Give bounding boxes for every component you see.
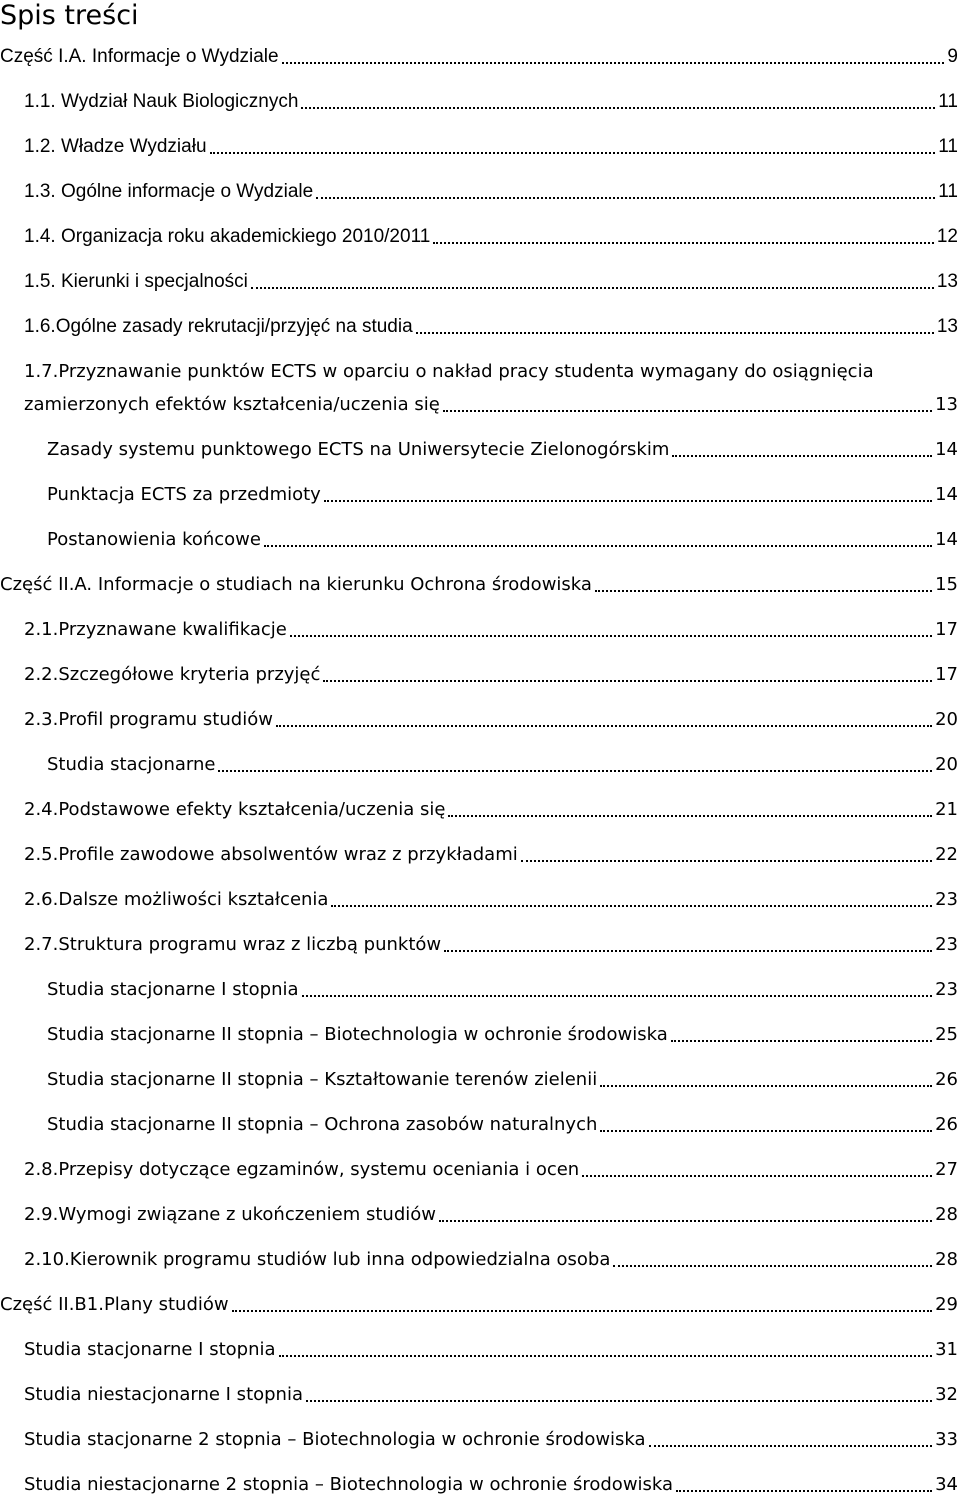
toc-entry-text: Studia stacjonarne 2 stopnia – Biotechnologia w ochronie środowiska — [24, 1429, 646, 1450]
dot-leader — [290, 634, 932, 637]
toc-page-number: 32 — [935, 1384, 958, 1405]
toc-entry-text: 2.1.Przyznawane kwalifikacje — [24, 619, 287, 640]
toc-entry[interactable] — [24, 1468, 958, 1498]
toc-page-number: 11 — [938, 181, 958, 202]
toc-page-number: 14 — [935, 529, 958, 550]
toc-entry-text: 1.2. Władze Wydziału — [24, 136, 207, 157]
toc-page-number: 29 — [935, 1294, 958, 1315]
toc-entry-text: Część II.B1.Plany studiów — [0, 1294, 229, 1315]
toc-entry-text: Studia stacjonarne II stopnia – Ochrona zasobów naturalnych — [47, 1114, 598, 1135]
toc-entry[interactable] — [24, 85, 958, 115]
dot-leader — [582, 1174, 932, 1177]
toc-page-number: 11 — [938, 136, 958, 157]
toc-entry[interactable] — [24, 1153, 958, 1183]
dot-leader — [264, 544, 932, 547]
toc-entry[interactable] — [24, 883, 958, 913]
toc-entry-text: Studia stacjonarne — [47, 754, 216, 775]
toc-entry[interactable] — [24, 838, 958, 868]
toc-page-number: 31 — [935, 1339, 958, 1360]
toc-entry-text: 1.5. Kierunki i specjalności — [24, 271, 248, 292]
toc-page-number: 20 — [935, 754, 958, 775]
dot-leader — [276, 724, 932, 727]
toc-entry[interactable] — [24, 658, 958, 688]
dot-leader — [595, 589, 932, 592]
toc-entry[interactable] — [47, 523, 958, 553]
dot-leader — [671, 1039, 932, 1042]
toc-page-number: 22 — [935, 844, 958, 865]
toc-entry[interactable] — [24, 793, 958, 823]
dot-leader — [676, 1489, 932, 1492]
toc-page-number: 34 — [935, 1474, 958, 1495]
toc-page-number: 20 — [935, 709, 958, 730]
toc-page-number: 28 — [935, 1204, 958, 1225]
toc-entry[interactable] — [24, 1378, 958, 1408]
toc-entry-text: zamierzonych efektów kształcenia/uczenia się — [24, 394, 440, 415]
dot-leader — [443, 409, 932, 412]
toc-entry[interactable] — [47, 1018, 958, 1048]
dot-leader — [302, 994, 933, 997]
toc-entry-text: 2.7.Struktura programu wraz z liczbą punktów — [24, 934, 442, 955]
dot-leader — [324, 499, 932, 502]
dot-leader — [439, 1219, 932, 1222]
toc-entry[interactable] — [24, 1333, 958, 1363]
toc-page-number: 13 — [936, 271, 958, 292]
toc-page-number: 27 — [935, 1159, 958, 1180]
toc-page-number: 9 — [947, 46, 958, 67]
toc-page-number: 23 — [935, 934, 958, 955]
toc-entry[interactable] — [24, 928, 958, 958]
toc-entry[interactable] — [24, 265, 958, 295]
dot-leader — [232, 1309, 932, 1312]
toc-entry[interactable] — [24, 310, 958, 340]
toc-page-number: 25 — [935, 1024, 958, 1045]
toc-entry-text: 2.8.Przepisy dotyczące egzaminów, systemu oceniania i ocen — [24, 1159, 580, 1180]
toc-page-number: 23 — [935, 889, 958, 910]
toc-entry-text: Studia stacjonarne II stopnia – Biotechnologia w ochronie środowiska — [47, 1024, 668, 1045]
dot-leader — [210, 151, 936, 154]
toc-entry-text: Studia stacjonarne I stopnia — [47, 979, 299, 1000]
dot-leader — [282, 61, 945, 64]
toc-entry-text: 1.3. Ogólne informacje o Wydziale — [24, 181, 314, 202]
dot-leader — [448, 814, 932, 817]
toc-entry[interactable] — [47, 1063, 958, 1093]
toc-entry[interactable] — [24, 175, 958, 205]
dot-leader — [433, 241, 934, 244]
toc-page-number: 26 — [935, 1069, 958, 1090]
toc-entry-text: Część I.A. Informacje o Wydziale — [0, 46, 279, 67]
toc-page-number: 26 — [935, 1114, 958, 1135]
dot-leader — [331, 904, 932, 907]
toc-entry-text: 1.1. Wydział Nauk Biologicznych — [24, 91, 299, 112]
toc-entry[interactable] — [24, 613, 958, 643]
dot-leader — [613, 1264, 932, 1267]
toc-entry[interactable] — [24, 1423, 958, 1453]
toc-page-number: 14 — [935, 439, 958, 460]
toc-entry[interactable] — [24, 130, 958, 160]
toc-page-number: 17 — [935, 664, 958, 685]
toc-entry-text: 2.9.Wymogi związane z ukończeniem studiów — [24, 1204, 437, 1225]
toc-entry[interactable] — [47, 973, 958, 1003]
toc-entry-text: 2.4.Podstawowe efekty kształcenia/uczenia się — [24, 799, 446, 820]
toc-entry-text: Część II.A. Informacje o studiach na kierunku Ochrona środowiska — [0, 574, 592, 595]
dot-leader — [218, 769, 932, 772]
dot-leader — [444, 949, 932, 952]
toc-entry[interactable] — [0, 568, 958, 598]
toc-entry-text: 2.6.Dalsze możliwości kształcenia — [24, 889, 329, 910]
toc-entry-text: 2.10.Kierownik programu studiów lub inna odpowiedzialna osoba — [24, 1249, 611, 1270]
toc-title: Spis treści — [0, 0, 139, 31]
toc-entry-text: Postanowienia końcowe — [47, 529, 261, 550]
toc-entry[interactable] — [47, 478, 958, 508]
toc-entry-text: Zasady systemu punktowego ECTS na Uniwersytecie Zielonogórskim — [47, 439, 670, 460]
toc-entry-text: 2.2.Szczegółowe kryteria przyjęć — [24, 664, 321, 685]
toc-entry-text: Studia niestacjonarne I stopnia — [24, 1384, 303, 1405]
toc-entry-text: Studia stacjonarne I stopnia — [24, 1339, 276, 1360]
toc-entry[interactable] — [24, 220, 958, 250]
dot-leader — [316, 196, 935, 199]
toc-entry-text: 1.7.Przyznawanie punktów ECTS w oparciu o nakład pracy studenta wymagany do osiągnięcia — [24, 361, 874, 382]
toc-page-number: 15 — [935, 574, 958, 595]
toc-entry-first-line — [24, 355, 958, 385]
toc-entry[interactable] — [0, 1288, 958, 1318]
dot-leader — [600, 1129, 932, 1132]
dot-leader — [600, 1084, 932, 1087]
toc-page-number: 11 — [938, 91, 958, 112]
toc-entry[interactable] — [47, 1108, 958, 1138]
toc-entry-text: 2.5.Profile zawodowe absolwentów wraz z przykładami — [24, 844, 518, 865]
toc-page-number: 28 — [935, 1249, 958, 1270]
dot-leader — [521, 859, 932, 862]
toc-entry-text: 1.6.Ogólne zasady rekrutacji/przyjęć na studia — [24, 316, 413, 337]
toc-page-number: 13 — [936, 316, 958, 337]
dot-leader — [323, 679, 932, 682]
dot-leader — [251, 286, 934, 289]
dot-leader — [279, 1354, 933, 1357]
toc-entry-text: Studia niestacjonarne 2 stopnia – Biotechnologia w ochronie środowiska — [24, 1474, 674, 1495]
toc-page-number: 23 — [935, 979, 958, 1000]
toc-page-number: 12 — [936, 226, 958, 247]
toc-entry-text: Studia stacjonarne II stopnia – Kształtowanie terenów zielenii — [47, 1069, 598, 1090]
toc-entry[interactable] — [24, 703, 958, 733]
toc-entry-text: 2.3.Profil programu studiów — [24, 709, 273, 730]
dot-leader — [416, 331, 934, 334]
toc-entry-text: Punktacja ECTS za przedmioty — [47, 484, 321, 505]
dot-leader — [649, 1444, 933, 1447]
toc-entry[interactable] — [47, 748, 958, 778]
toc-entry[interactable] — [0, 40, 958, 70]
dot-leader — [301, 106, 935, 109]
toc-entry[interactable] — [24, 388, 958, 418]
toc-page-number: 14 — [935, 484, 958, 505]
toc-entry[interactable] — [47, 433, 958, 463]
dot-leader — [672, 454, 932, 457]
toc-entry-text: 1.4. Organizacja roku akademickiego 2010/2011 — [24, 226, 431, 247]
toc-entry[interactable] — [24, 1243, 958, 1273]
toc-page-number: 13 — [935, 394, 958, 415]
toc-page-number: 21 — [935, 799, 958, 820]
toc-page-number: 33 — [935, 1429, 958, 1450]
toc-page-number: 17 — [935, 619, 958, 640]
toc-entry[interactable] — [24, 1198, 958, 1228]
dot-leader — [306, 1399, 932, 1402]
